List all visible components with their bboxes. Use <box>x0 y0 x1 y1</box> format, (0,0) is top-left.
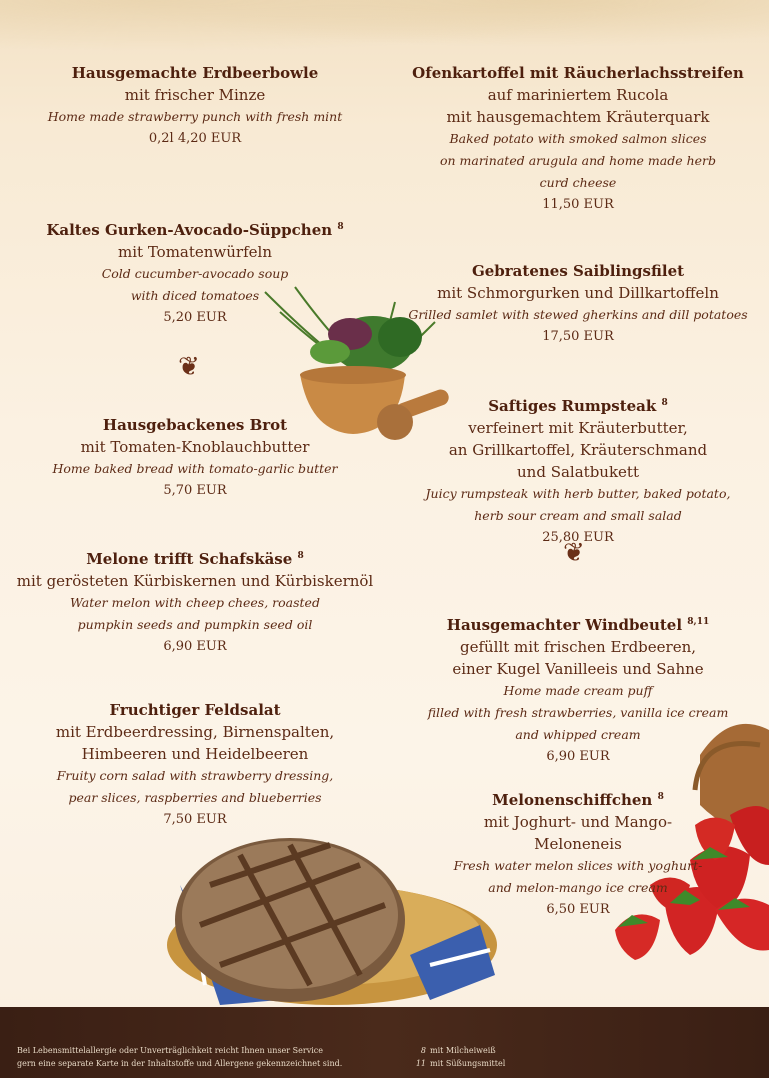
dish-description-de: mit Tomaten-Knoblauchbutter <box>80 438 310 456</box>
dish-price: 6,90 EUR <box>546 749 610 764</box>
dish-description-de: Meloneneis <box>534 835 622 853</box>
footer-bar <box>0 1007 769 1078</box>
dish-price: 6,50 EUR <box>546 902 610 917</box>
allergy-notice-line: gern eine separate Karte in der Inhaltstoffe und Allergene gekennzeichnet sind. <box>17 1059 343 1068</box>
menu-item-windbeutel <box>388 611 768 768</box>
dish-description-de: Himbeeren und Heidelbeeren <box>81 745 309 763</box>
dish-description-de: verfeinert mit Kräuterbutter, <box>468 419 688 437</box>
dish-description-en: Home made strawberry punch with fresh mint <box>47 109 343 124</box>
allergen-note: 8,11 <box>687 617 710 627</box>
menu-item-saiblingsfilet <box>388 260 768 348</box>
allergen-legend <box>412 1044 505 1070</box>
dish-description-de: auf mariniertem Rucola <box>487 86 669 104</box>
dish-description-de: mit Schmorgurken und Dillkartoffeln <box>437 284 719 302</box>
dish-description-de: und Salatbukett <box>517 463 639 481</box>
dish-price: 25,80 EUR <box>542 530 614 545</box>
ornament-icon: ❦ <box>178 352 200 382</box>
menu-item-melonenschiffchen <box>388 786 768 921</box>
legend-text: mit Süßungsmittel <box>430 1059 506 1068</box>
dish-description-en: pumpkin seeds and pumpkin seed oil <box>77 617 313 632</box>
menu-item-gurken-avocado-suppchen <box>0 216 390 329</box>
dish-description-en: Home made cream puff <box>503 683 653 698</box>
dish-description-de: an Grillkartoffel, Kräuterschmand <box>448 441 708 459</box>
dish-description-en: and whipped cream <box>515 727 641 742</box>
dish-title: Saftiges Rumpsteak $^8$ <box>488 397 668 415</box>
legend-number: 8 <box>420 1046 426 1055</box>
allergy-notice <box>17 1044 342 1070</box>
dish-description-en: herb sour cream and small salad <box>474 508 682 523</box>
dish-description-en: Cold cucumber-avocado soup <box>101 266 289 281</box>
menu-item-ofenkartoffel <box>388 62 768 216</box>
menu-item-fruchtiger-feldsalat <box>0 699 390 831</box>
dish-description-de: mit Erdbeerdressing, Birnenspalten, <box>55 723 335 741</box>
dish-price: 11,50 EUR <box>542 197 614 212</box>
menu-item-rumpsteak <box>388 392 768 549</box>
dish-description-de: mit hausgemachtem Kräuterquark <box>446 108 710 126</box>
dish-title: Melonenschiffchen $^8$ <box>492 791 664 809</box>
allergen-note: 8 <box>297 551 304 561</box>
dish-description-en: Home baked bread with tomato-garlic butter <box>52 461 338 476</box>
dish-price: 5,70 EUR <box>163 483 227 498</box>
dish-price: 5,20 EUR <box>163 310 227 325</box>
menu-item-melone-schafskaese <box>0 545 390 658</box>
dish-description-de: gefüllt mit frischen Erdbeeren, <box>459 638 697 656</box>
dish-title: Ofenkartoffel mit Räucherlachsstreifen <box>412 64 744 82</box>
dish-description-de: einer Kugel Vanilleeis und Sahne <box>452 660 704 678</box>
dish-description-en: Grilled samlet with stewed gherkins and dill potatoes <box>408 307 748 322</box>
legend-number: 11 <box>415 1059 426 1068</box>
dish-description-de: mit gerösteten Kürbiskernen und Kürbiskernöl <box>16 572 374 590</box>
dish-description-en: and melon-mango ice cream <box>488 880 668 895</box>
allergy-notice-line: Bei Lebensmittelallergie oder Unverträglichkeit reicht Ihnen unser Service <box>17 1046 323 1055</box>
menu-item-erdbeerbowle <box>0 62 390 150</box>
dish-description-en: Fresh water melon slices with yoghurt- <box>453 858 703 873</box>
decorative-header-texture <box>0 0 769 60</box>
allergen-note: 8 <box>337 222 344 232</box>
dish-price: 6,90 EUR <box>163 639 227 654</box>
dish-description-de: mit frischer Minze <box>124 86 266 104</box>
dish-description-de: mit Tomatenwürfeln <box>118 243 272 261</box>
dish-description-en: filled with fresh strawberries, vanilla ice cream <box>427 705 729 720</box>
ornament-icon: ❦ <box>563 538 585 568</box>
dish-title: Hausgemachter Windbeutel $^{8,11}$ <box>446 616 710 634</box>
dish-description-en: Juicy rumpsteak with herb butter, baked potato, <box>425 486 731 501</box>
dish-description-en: with diced tomatoes <box>130 288 260 303</box>
dish-description-en: Water melon with cheep chees, roasted <box>70 595 320 610</box>
dish-description-en: curd cheese <box>539 175 617 190</box>
dish-title: Hausgemachte Erdbeerbowle <box>71 64 319 82</box>
dish-title: Melone trifft Schafskäse $^8$ <box>86 550 304 568</box>
legend-entry <box>412 1044 505 1057</box>
dish-price: 0,2l 4,20 EUR <box>148 131 242 146</box>
dish-price: 17,50 EUR <box>542 329 614 344</box>
dish-title: Fruchtiger Feldsalat <box>109 701 281 719</box>
dish-price: 7,50 EUR <box>163 812 227 827</box>
allergen-note: 8 <box>661 398 668 408</box>
dish-description-en: pear slices, raspberries and blueberries <box>68 790 322 805</box>
dish-title: Kaltes Gurken-Avocado-Süppchen $^8$ <box>46 221 344 239</box>
dish-description-en: Fruity corn salad with strawberry dressing, <box>56 768 334 783</box>
dish-title: Hausgebackenes Brot <box>102 416 288 434</box>
dish-description-en: on marinated arugula and home made herb <box>439 153 717 168</box>
menu-item-hausgebackenes-brot <box>0 414 390 502</box>
legend-text: mit Milcheiweiß <box>430 1046 496 1055</box>
dish-title: Gebratenes Saiblingsfilet <box>471 262 685 280</box>
dish-description-de: mit Joghurt- und Mango- <box>483 813 673 831</box>
dish-description-en: Baked potato with smoked salmon slices <box>449 131 707 146</box>
legend-entry <box>412 1057 505 1070</box>
allergen-note: 8 <box>657 792 664 802</box>
